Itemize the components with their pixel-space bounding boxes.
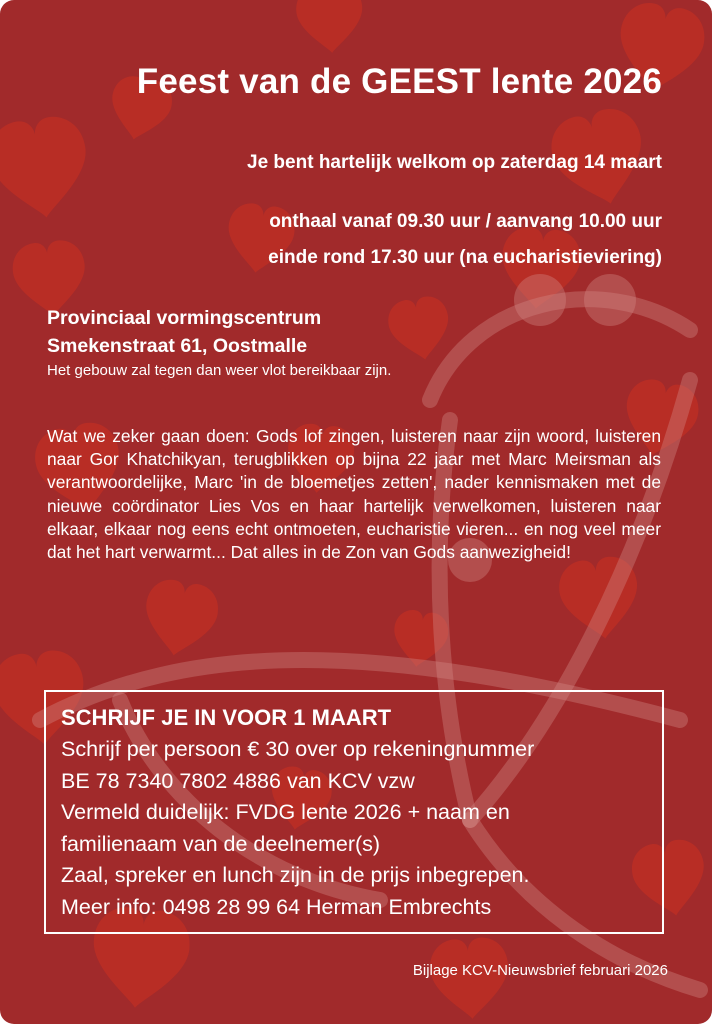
mention-line: Vermeld duidelijk: FVDG lente 2026 + naam en xyxy=(61,800,510,824)
venue-address: Smekenstraat 61, Oostmalle xyxy=(47,335,308,357)
included-line: Zaal, spreker en lunch zijn in de prijs inbegrepen. xyxy=(61,863,530,887)
registration-heading: SCHRIJF JE IN VOOR 1 MAART xyxy=(61,705,392,730)
account-line: BE 78 7340 7802 4886 van KCV vzw xyxy=(61,768,415,793)
reception-time: onthaal vanaf 09.30 uur / aanvang 10.00 uur xyxy=(269,211,662,232)
payment-line: Schrijf per persoon € 30 over op rekeningnummer xyxy=(61,737,535,761)
schedule-times xyxy=(268,204,662,276)
welcome-date: Je bent hartelijk welkom op zaterdag 14 maart xyxy=(247,152,662,173)
venue xyxy=(47,304,321,360)
page-title: Feest van de GEEST lente 2026 xyxy=(136,62,662,101)
end-time: einde rond 17.30 uur (na eucharistieviering) xyxy=(268,247,662,268)
mention-continued-line: familienaam van de deelnemer(s) xyxy=(61,831,381,856)
venue-note: Het gebouw zal tegen dan weer vlot bereikbaar zijn. xyxy=(47,362,392,379)
contact-info-line: Meer info: 0498 28 99 64 Herman Embrechts xyxy=(61,894,492,919)
venue-name: Provinciaal vormingscentrum xyxy=(47,307,322,329)
program-description: Wat we zeker gaan doen: Gods lof zingen, luisteren naar zijn woord, luisteren naar Gor Khatchikyan, terugblikken op bijna 22 jaar met Marc Meirsman als verantwoordelijke, Marc 'in de bloemetjes zetten', nader kennismaken met de nieuwe coördinator Lies Vos en haar hartelijk verwelkomen, luisteren naar elkaar, elkaar nog eens echt ontmoeten, eucharistie vieren... en nog veel meer dat het hart verwarmt... Dat alles in de Zon van Gods aanwezigheid! xyxy=(47,426,661,563)
registration-box xyxy=(44,690,664,934)
footer-note: Bijlage KCV-Nieuwsbrief februari 2026 xyxy=(412,962,668,979)
